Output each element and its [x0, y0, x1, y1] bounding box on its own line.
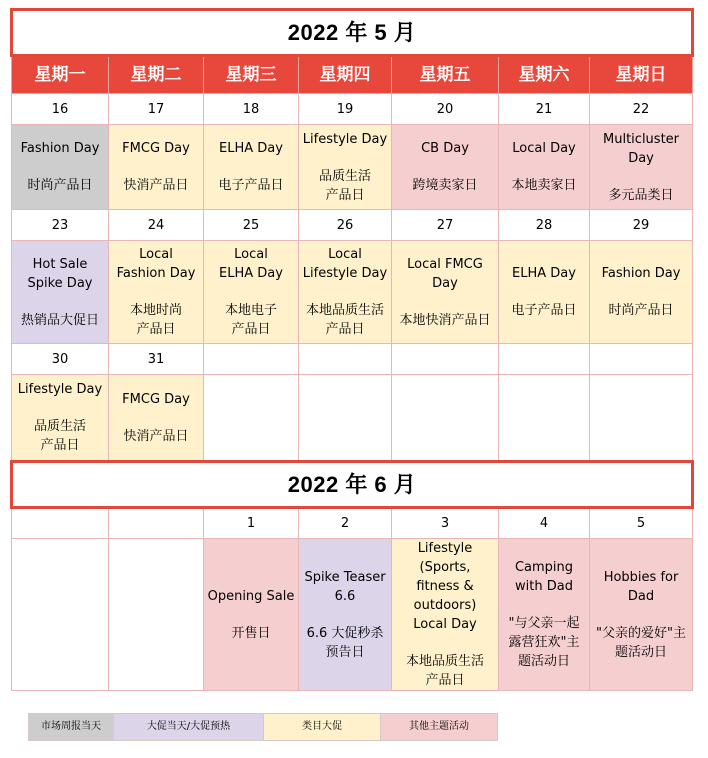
event-cn: "父亲的爱好"主题活动日 — [596, 625, 686, 660]
date-cell: 27 — [392, 210, 499, 241]
event-cn: 开售日 — [231, 625, 271, 641]
event-cn: 6.6 大促秒杀预告日 — [306, 625, 384, 660]
event-cn: 本地时尚产品日 — [129, 303, 182, 337]
event-en: Multicluster Day — [603, 131, 680, 166]
event-en: Fashion Day — [601, 266, 681, 281]
event-cell — [499, 539, 590, 691]
weekday-fri: 星期五 — [392, 56, 499, 94]
event-cn: 本地电子产品日 — [224, 303, 277, 337]
date-cell — [109, 508, 204, 539]
legend-item-promo-day: 大促当天/大促预热 — [114, 714, 264, 740]
empty-cell — [12, 539, 109, 691]
event-cell — [12, 125, 109, 210]
event-cn: 本地品质生活产品日 — [405, 654, 484, 688]
date-cell: 3 — [392, 508, 499, 539]
date-cell: 22 — [590, 94, 693, 125]
weekday-sat: 星期六 — [499, 56, 590, 94]
event-cell — [204, 539, 299, 691]
legend-item-market-weekly: 市场周报当天 — [29, 714, 114, 740]
event-en: FMCG Day — [122, 391, 190, 407]
date-cell: 23 — [12, 210, 109, 241]
event-cn: 时尚产品日 — [608, 303, 674, 318]
event-cell — [12, 375, 109, 462]
legend-item-category-promo: 类目大促 — [264, 714, 381, 740]
date-cell: 26 — [299, 210, 392, 241]
june-title: 2022 年 6 月 — [12, 462, 693, 508]
date-cell: 2 — [299, 508, 392, 539]
empty-cell — [392, 375, 499, 462]
event-cn: "与父亲一起露营狂欢"主题活动日 — [508, 616, 580, 669]
event-cell — [204, 125, 299, 210]
date-cell: 25 — [204, 210, 299, 241]
event-cell — [392, 125, 499, 210]
date-cell — [204, 344, 299, 375]
event-cell — [590, 241, 693, 344]
event-cell — [109, 375, 204, 462]
event-en: Local ELHA Day — [219, 247, 283, 281]
event-cn: 快消产品日 — [123, 178, 189, 193]
event-en: Spike Teaser 6.6 — [304, 569, 386, 604]
event-cn: 电子产品日 — [218, 178, 284, 193]
date-cell: 21 — [499, 94, 590, 125]
event-cn: 热销品大促日 — [20, 312, 99, 328]
event-cell — [12, 241, 109, 344]
weekday-tue: 星期二 — [109, 56, 204, 94]
event-cn: 本地快消产品日 — [399, 312, 491, 328]
date-cell — [392, 344, 499, 375]
event-cell — [109, 241, 204, 344]
date-cell: 16 — [12, 94, 109, 125]
legend-item-theme-event: 其他主题活动 — [381, 714, 497, 740]
event-cell — [392, 241, 499, 344]
event-cell — [392, 539, 499, 691]
event-en: Local Lifestyle Day — [302, 247, 388, 281]
event-cn: 本地品质生活产品日 — [305, 303, 384, 337]
event-cn: 多元品类日 — [608, 187, 674, 203]
event-cell — [499, 241, 590, 344]
date-cell — [499, 344, 590, 375]
date-cell: 30 — [12, 344, 109, 375]
event-cell — [204, 241, 299, 344]
event-en: Hot Sale Spike Day — [27, 256, 93, 291]
empty-cell — [499, 375, 590, 462]
date-cell: 4 — [499, 508, 590, 539]
empty-cell — [204, 375, 299, 462]
empty-cell — [109, 539, 204, 691]
event-en: Local FMCG Day — [407, 256, 483, 291]
event-en: ELHA Day — [219, 141, 283, 156]
date-cell: 24 — [109, 210, 204, 241]
calendar-table — [10, 8, 694, 691]
event-en: Lifestyle Day — [17, 382, 103, 397]
event-en: Local Fashion Day — [116, 247, 196, 281]
event-cn: 时尚产品日 — [27, 178, 93, 193]
date-cell: 28 — [499, 210, 590, 241]
event-en: Lifestyle (Sports, fitness & outdoors) Local Day — [413, 541, 477, 632]
event-cell — [590, 125, 693, 210]
event-cn: 本地卖家日 — [511, 178, 577, 193]
may-title: 2022 年 5 月 — [12, 10, 693, 56]
event-cn: 快消产品日 — [123, 428, 189, 444]
event-en: Hobbies for Dad — [603, 569, 679, 604]
date-cell — [590, 344, 693, 375]
event-cell — [109, 125, 204, 210]
event-cn: 跨境卖家日 — [412, 178, 478, 193]
event-cn: 品质生活产品日 — [33, 419, 86, 453]
date-cell: 19 — [299, 94, 392, 125]
date-cell — [299, 344, 392, 375]
color-legend — [28, 713, 498, 741]
date-cell: 5 — [590, 508, 693, 539]
event-en: Camping with Dad — [514, 560, 574, 594]
event-en: Local Day — [512, 141, 576, 156]
date-cell: 20 — [392, 94, 499, 125]
event-en: CB Day — [421, 141, 469, 156]
date-cell: 17 — [109, 94, 204, 125]
event-cn: 电子产品日 — [511, 303, 577, 318]
event-cn: 品质生活产品日 — [319, 168, 372, 203]
date-cell: 18 — [204, 94, 299, 125]
event-cell — [299, 241, 392, 344]
event-en: Fashion Day — [20, 141, 100, 156]
weekday-sun: 星期日 — [590, 56, 693, 94]
empty-cell — [590, 375, 693, 462]
event-cell — [499, 125, 590, 210]
event-cell — [299, 539, 392, 691]
event-en: ELHA Day — [512, 266, 576, 281]
date-cell: 1 — [204, 508, 299, 539]
weekday-mon: 星期一 — [12, 56, 109, 94]
date-cell: 31 — [109, 344, 204, 375]
date-cell: 29 — [590, 210, 693, 241]
empty-cell — [299, 375, 392, 462]
event-cell — [299, 125, 392, 210]
event-en: Opening Sale — [207, 588, 295, 604]
event-en: FMCG Day — [122, 141, 190, 156]
weekday-thu: 星期四 — [299, 56, 392, 94]
date-cell — [12, 508, 109, 539]
weekday-wed: 星期三 — [204, 56, 299, 94]
event-en: Lifestyle Day — [302, 131, 388, 147]
event-cell — [590, 539, 693, 691]
